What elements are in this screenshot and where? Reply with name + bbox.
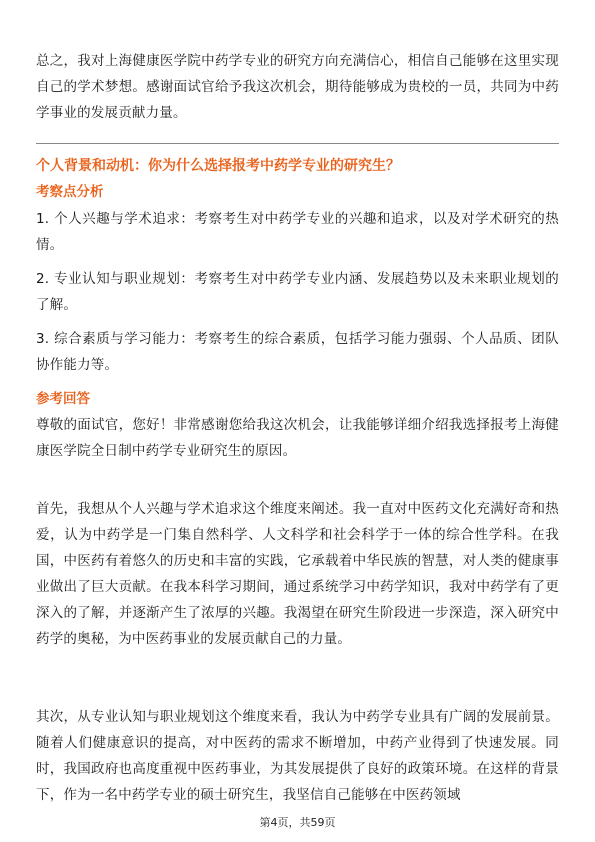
intro-paragraph: 总之，我对上海健康医学院中药学专业的研究方向充满信心，相信自己能够在这里实现自己的学术梦想。感谢面试官给予我这次机会，期待能够成为贵校的一员，共同为中药学事业的发展贡献力量。	[36, 53, 559, 121]
analysis-point-3: 3. 综合素质与学习能力：考察考生的综合素质，包括学习能力强弱、个人品质、团队协作能力等。	[36, 331, 559, 373]
answer-heading: 参考回答	[36, 391, 90, 407]
section-divider	[36, 143, 559, 144]
question-heading: 个人背景和动机：你为什么选择报考中药学专业的研究生？	[36, 158, 400, 174]
analysis-heading: 考察点分析	[36, 184, 104, 200]
analysis-point-2: 2. 专业认知与职业规划：考察考生对中药学专业内涵、发展趋势以及未来职业规划的了解。	[36, 271, 559, 313]
analysis-point-1: 1. 个人兴趣与学术追求：考察考生对中药学专业的兴趣和追求，以及对学术研究的热情。	[36, 211, 559, 253]
answer-paragraph-3: 其次，从专业认知与职业规划这个维度来看，我认为中药学专业具有广阔的发展前景。随着人们健康意识的提高，对中医药的需求不断增加，中药产业得到了快速发展。同时，我国政府也高度重视中医药事业，为其发展提供了良好的政策环境。在这样的背景下，作为一名中药学专业的硕士研究生，我坚信自己能够在中医药领域	[36, 709, 559, 803]
answer-paragraph-1: 尊敬的面试官，您好！非常感谢您给我这次机会，让我能够详细介绍我选择报考上海健康医学院全日制中药学专业研究生的原因。	[36, 417, 559, 459]
answer-paragraph-2: 首先，我想从个人兴趣与学术追求这个维度来阐述。我一直对中医药文化充满好奇和热爱，认为中药学是一门集自然科学、人文科学和社会科学于一体的综合性学科。在我国，中医药有着悠久的历史和丰富的实践，它承载着中华民族的智慧，对人类的健康事业做出了巨大贡献。在我本科学习期间，通过系统学习中药学知识，我对中药学有了更深入的了解，并逐渐产生了浓厚的兴趣。我渴望在研究生阶段进一步深造，深入研究中药学的奥秘，为中医药事业的发展贡献自己的力量。	[36, 501, 559, 647]
page-footer: 第4页，共59页	[259, 816, 336, 829]
